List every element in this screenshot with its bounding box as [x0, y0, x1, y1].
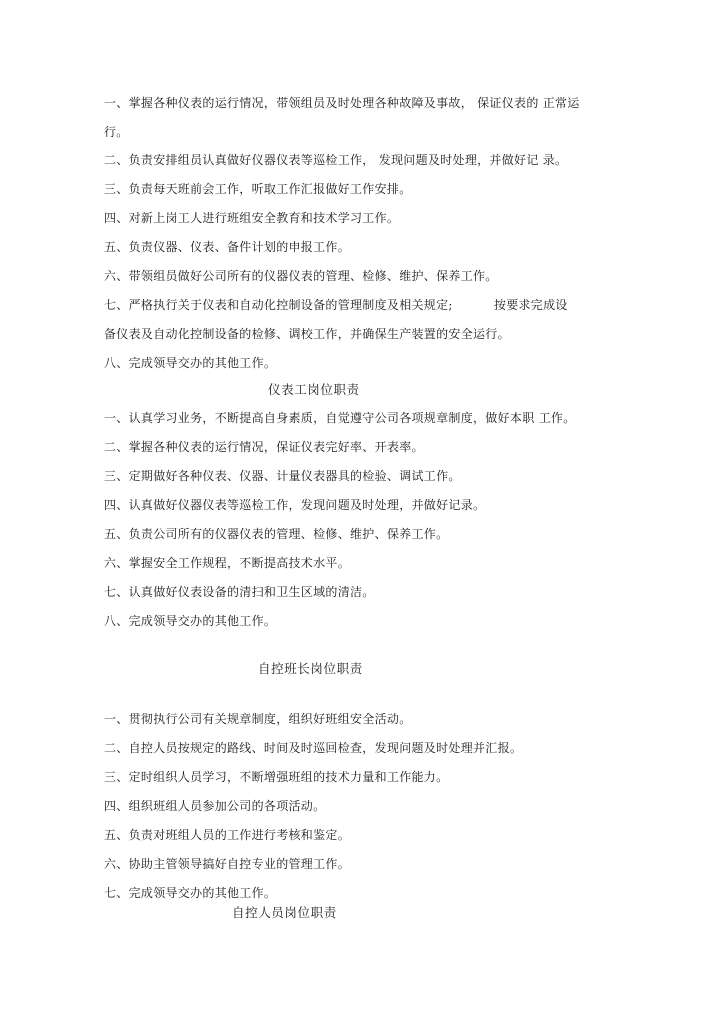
- duty-item-4: 四、认真做好仪器仪表等巡检工作，发现问题及时处理，并做好记录。: [104, 498, 486, 512]
- duty-item-8: 八、完成领导交办的其他工作。: [104, 356, 277, 370]
- section-title-automation-staff: 自控人员岗位职责: [232, 905, 337, 920]
- duty-item-1: 一、掌握各种仪表的运行情况，带领组员及时处理各种故障及事故， 保证仪表的 正常运: [104, 96, 580, 110]
- duty-item-6: 六、掌握安全工作规程，不断提高技术水平。: [104, 556, 351, 570]
- duty-item-7: 七、严格执行关于仪表和自动化控制设备的管理制度及相关规定; 按要求完成设: [104, 298, 568, 312]
- duty-item-1-cont: 行。: [104, 125, 129, 139]
- duty-item-7: 七、认真做好仪表设备的清扫和卫生区域的清洁。: [104, 585, 375, 599]
- duty-item-6: 六、带领组员做好公司所有的仪器仪表的管理、检修、维护、保养工作。: [104, 269, 498, 283]
- duty-item-2: 二、掌握各种仪表的运行情况，保证仪表完好率、开表率。: [104, 440, 424, 454]
- duty-item-4: 四、对新上岗工人进行班组安全教育和技术学习工作。: [104, 211, 400, 225]
- duty-item-3: 三、负责每天班前会工作，听取工作汇报做好工作安排。: [104, 182, 412, 196]
- duty-item-4: 四、组织班组人员参加公司的各项活动。: [104, 799, 326, 813]
- duty-item-5: 五、负责仪器、仪表、备件计划的申报工作。: [104, 240, 351, 254]
- duty-item-5: 五、负责公司所有的仪器仪表的管理、检修、维护、保养工作。: [104, 527, 449, 541]
- duty-item-7-cont: 备仪表及自动化控制设备的检修、调校工作，并确保生产装置的安全运行。: [104, 327, 510, 341]
- duty-item-8: 八、完成领导交办的其他工作。: [104, 614, 277, 628]
- duty-item-1: 一、认真学习业务，不断提高自身素质，自觉遵守公司各项规章制度，做好本职 工作。: [104, 411, 576, 425]
- section-title: 仪表工岗位职责: [268, 382, 360, 397]
- duty-item-3: 三、定时组织人员学习，不断增强班组的技术力量和工作能力。: [104, 770, 449, 784]
- duty-item-7: 七、完成领导交办的其他工作。: [104, 886, 277, 900]
- duty-item-1: 一、贯彻执行公司有关规章制度，组织好班组安全活动。: [104, 712, 412, 726]
- duty-item-5: 五、负责对班组人员的工作进行考核和鉴定。: [104, 828, 351, 842]
- duty-item-3: 三、定期做好各种仪表、仪器、计量仪表器具的检验、调试工作。: [104, 469, 461, 483]
- duty-item-2: 二、自控人员按规定的路线、时间及时巡回检查，发现问题及时处理并汇报。: [104, 741, 523, 755]
- section-title: 自控班长岗位职责: [258, 661, 363, 676]
- duty-item-6: 六、协助主管领导搞好自控专业的管理工作。: [104, 857, 351, 871]
- duty-item-2: 二、负责安排组员认真做好仪器仪表等巡检工作， 发现问题及时处理，并做好记 录。: [104, 153, 568, 167]
